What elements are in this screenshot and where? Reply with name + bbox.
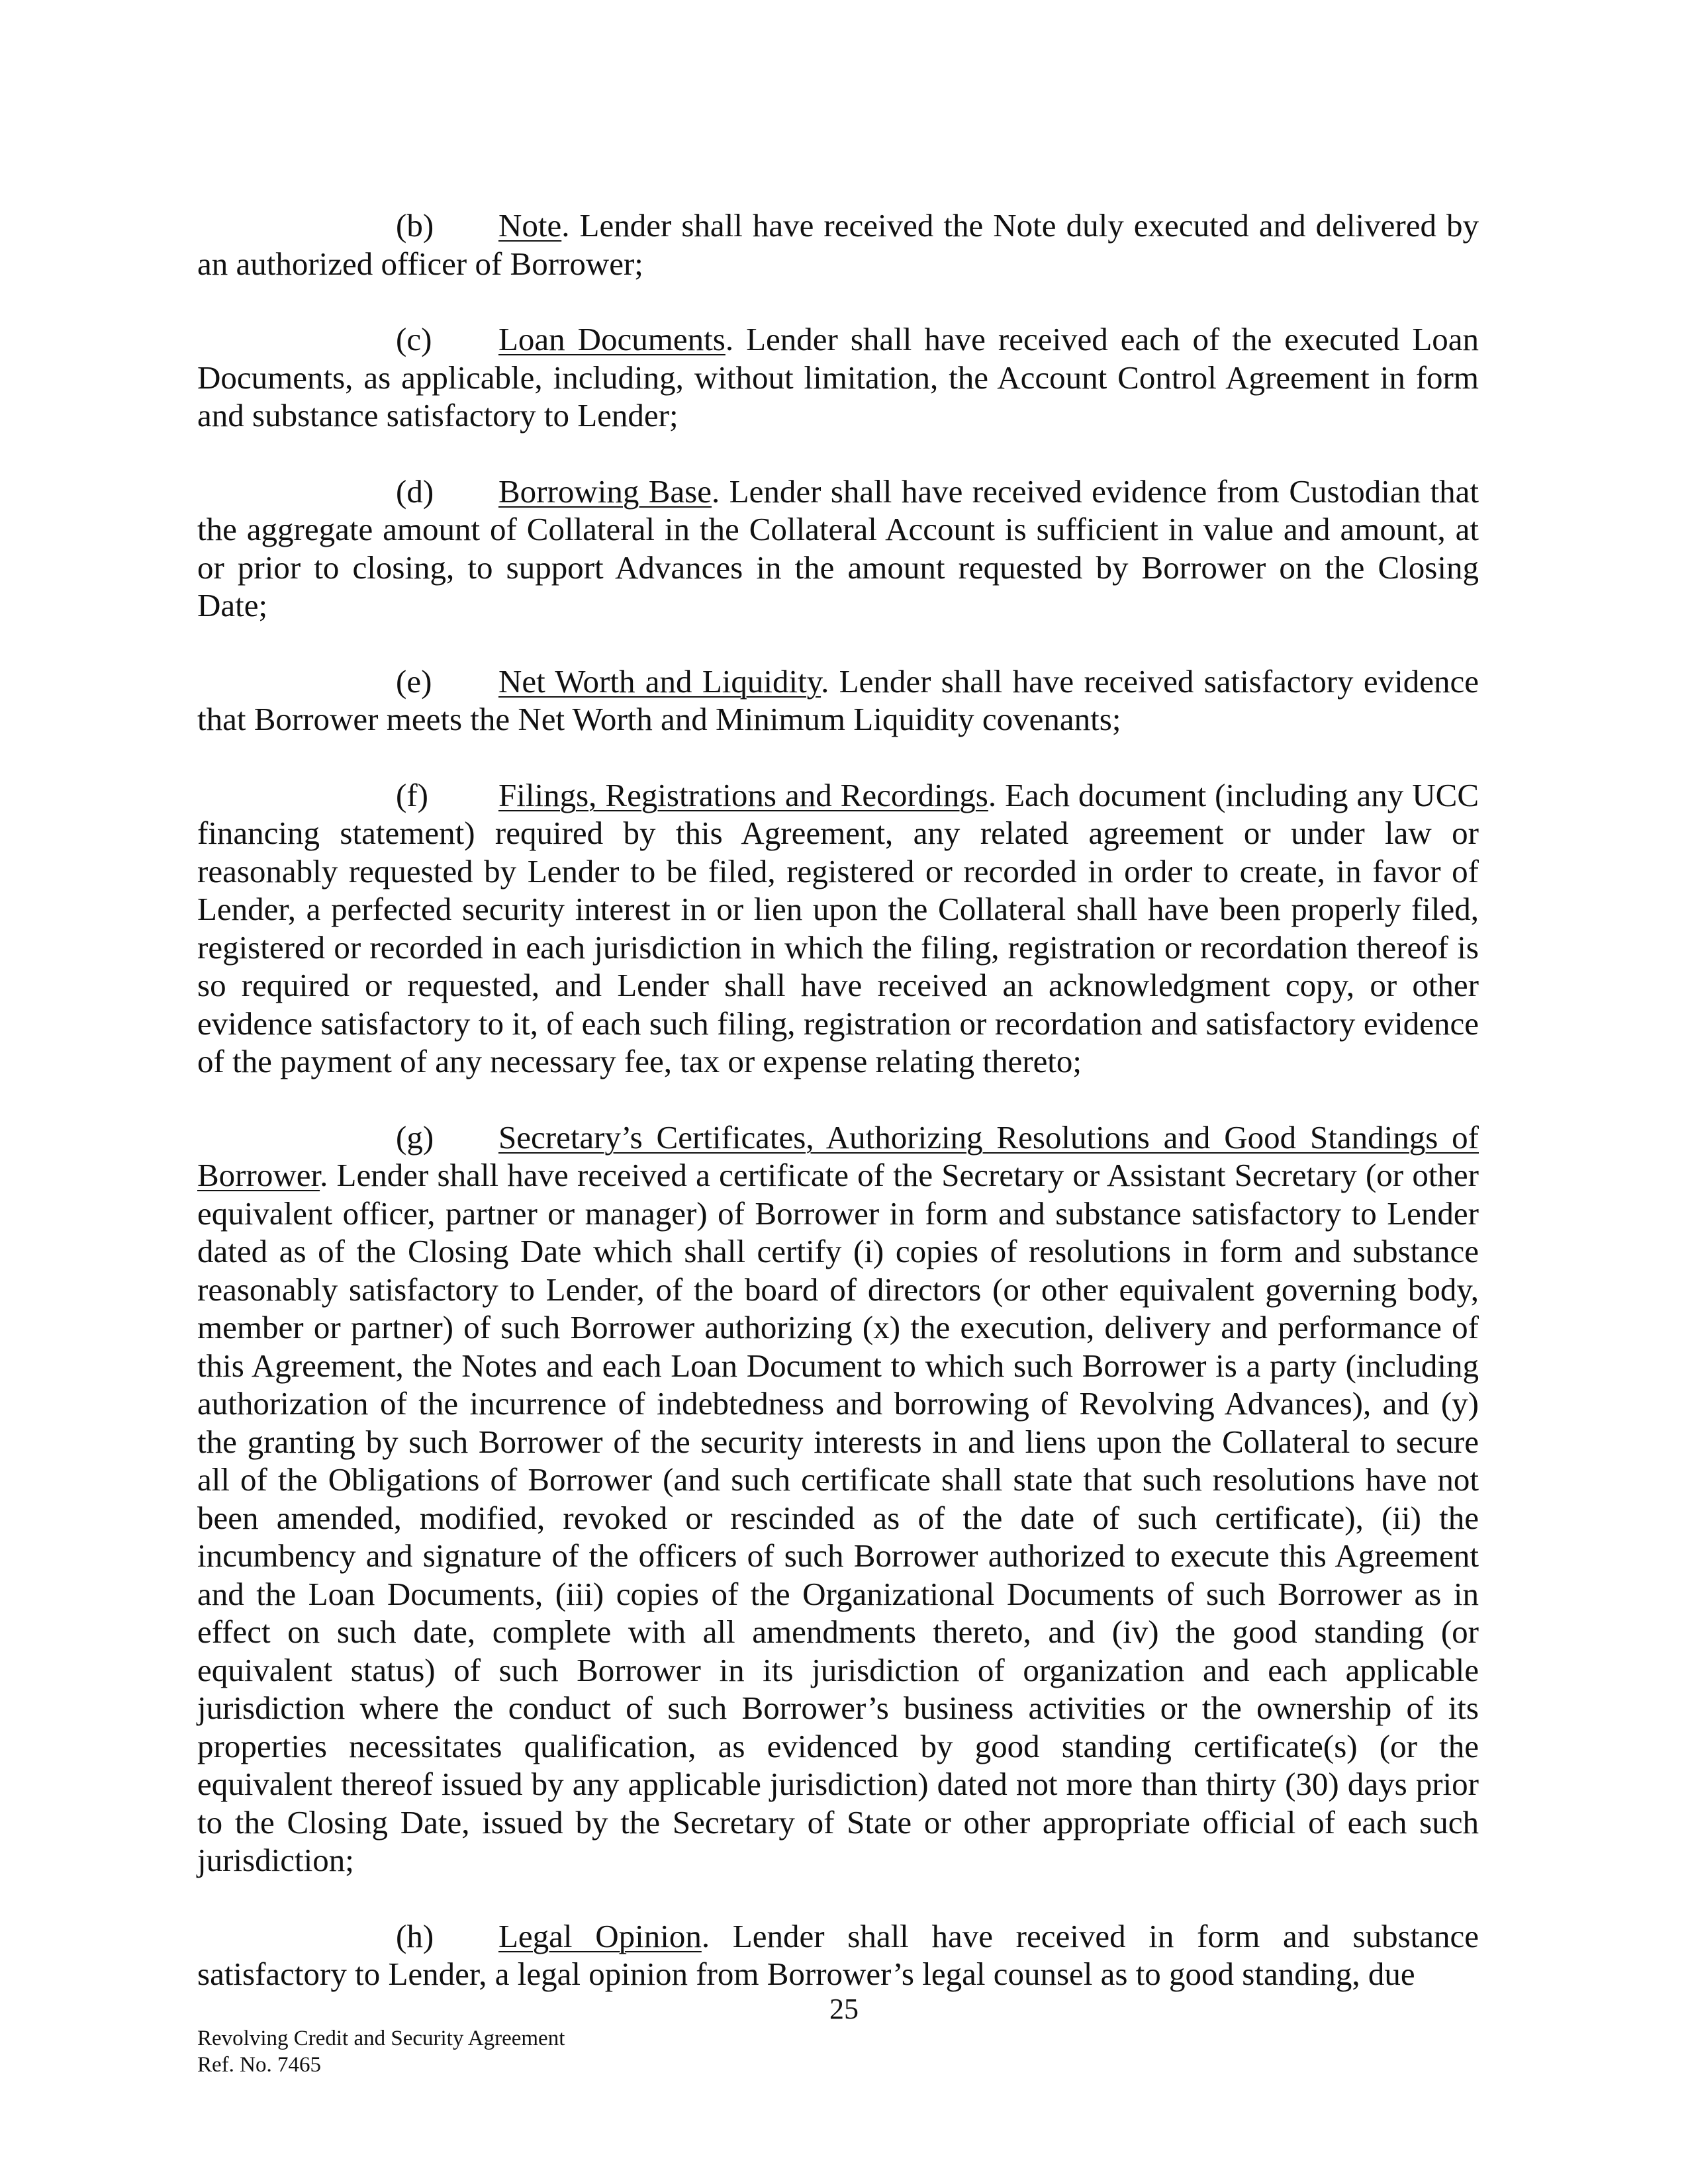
paragraph-text: . Lender shall have received each of the executed Loan Documents, as applicable, including, without limitation, the Account Control Agreement in form and substance satisfactory to Lender;: [197, 321, 1479, 433]
paragraph-heading: Loan Documents: [498, 321, 726, 357]
paragraph-text: . Lender shall have received satisfactory evidence that Borrower meets the Net Worth and Minimum Liquidity covenants;: [197, 662, 1479, 737]
paragraph-text: . Each document (including any UCC financing statement) required by this Agreement, any related agreement or under law or reasonably requested by Lender to be filed, registered or recorded in order to create, in favor of Lender, a perfected security interest in or lien upon the Collateral shall have been properly filed, registered or recorded in each jurisdiction in which the filing, registration or recordation thereof is so required or requested, and Lender shall have received an acknowledgment copy, or other evidence satisfactory to it, of each such filing, registration or recordation and satisfactory evidence of the payment of any necessary fee, tax or expense relating thereto;: [197, 776, 1479, 1079]
paragraph-number: (d): [396, 473, 434, 510]
paragraph-number: (f): [396, 776, 428, 813]
paragraph-number: (g): [396, 1118, 434, 1156]
paragraph-number: (b): [396, 207, 434, 244]
footer-ref: Ref. No. 7465: [197, 2053, 321, 2077]
paragraph-e: [197, 662, 1479, 739]
paragraph-heading: Legal Opinion: [498, 1917, 702, 1954]
document-footer: [197, 2025, 565, 2078]
page-number: 25: [829, 1993, 859, 2025]
paragraph-text: . Lender shall have received the Note duly executed and delivered by an authorized officer of Borrower;: [197, 207, 1479, 282]
paragraph-number: (h): [396, 1917, 434, 1954]
paragraph-f: [197, 776, 1479, 1081]
paragraph-text: . Lender shall have received a certificate of the Secretary or Assistant Secretary (or other equivalent officer, partner or manager) of Borrower in form and substance satisfactory to Lender dated as of the Closing Date which shall certify (i) copies of resolutions in form and substance reasonably satisfactory to Lender, of the board of directors (or other equivalent governing body, member or partner) of such Borrower authorizing (x) the execution, delivery and performance of this Agreement, the Notes and each Loan Document to which such Borrower is a party (including authorization of the incurrence of indebtedness and borrowing of Revolving Advances), and (y) the granting by such Borrower of the security interests in and liens upon the Collateral to secure all of the Obligations of Borrower (and such certificate shall state that such resolutions have not been amended, modified, revoked or rescinded as of the date of such certificate), (ii) the incumbency and signature of the officers of such Borrower authorized to execute this Agreement and the Loan Documents, (iii) copies of the Organizational Documents of such Borrower as in effect on such date, complete with all amendments thereto, and (iv) the good standing (or equivalent status) of such Borrower in its jurisdiction of organization and each applicable jurisdiction where the conduct of such Borrower’s business activities or the ownership of its properties necessitates qualification, as evidenced by good standing certificate(s) (or the equivalent thereof issued by any applicable jurisdiction) dated not more than thirty (30) days prior to the Closing Date, issued by the Secretary of State or other appropriate official of each such jurisdiction;: [197, 1157, 1479, 1878]
paragraph-heading: Borrowing Base: [498, 473, 712, 510]
paragraph-heading: Net Worth and Liquidity: [498, 662, 821, 700]
paragraph-b: [197, 206, 1479, 283]
paragraph-number: (e): [396, 662, 432, 700]
paragraph-number: (c): [396, 321, 432, 357]
paragraph-d: [197, 473, 1479, 625]
paragraph-text: . Lender shall have received evidence from Custodian that the aggregate amount of Collateral in the Collateral Account is sufficient in value and amount, at or prior to closing, to support Advances in the amount requested by Borrower on the Closing Date;: [197, 473, 1479, 623]
paragraph-text: . Lender shall have received in form and substance satisfactory to Lender, a legal opinion from Borrower’s legal counsel as to good standing, due: [197, 1917, 1479, 1992]
paragraph-heading: Filings, Registrations and Recordings: [498, 776, 988, 813]
paragraph-heading: Secretary’s Certificates, Authorizing Resolutions and Good Standings of Borrower: [197, 1118, 1479, 1193]
paragraph-g: [197, 1118, 1479, 1880]
paragraph-h: [197, 1917, 1479, 1993]
footer-title: Revolving Credit and Security Agreement: [197, 2026, 565, 2050]
paragraph-c: [197, 320, 1479, 435]
body-text: [197, 206, 1479, 2031]
paragraph-heading: Note: [498, 207, 562, 244]
